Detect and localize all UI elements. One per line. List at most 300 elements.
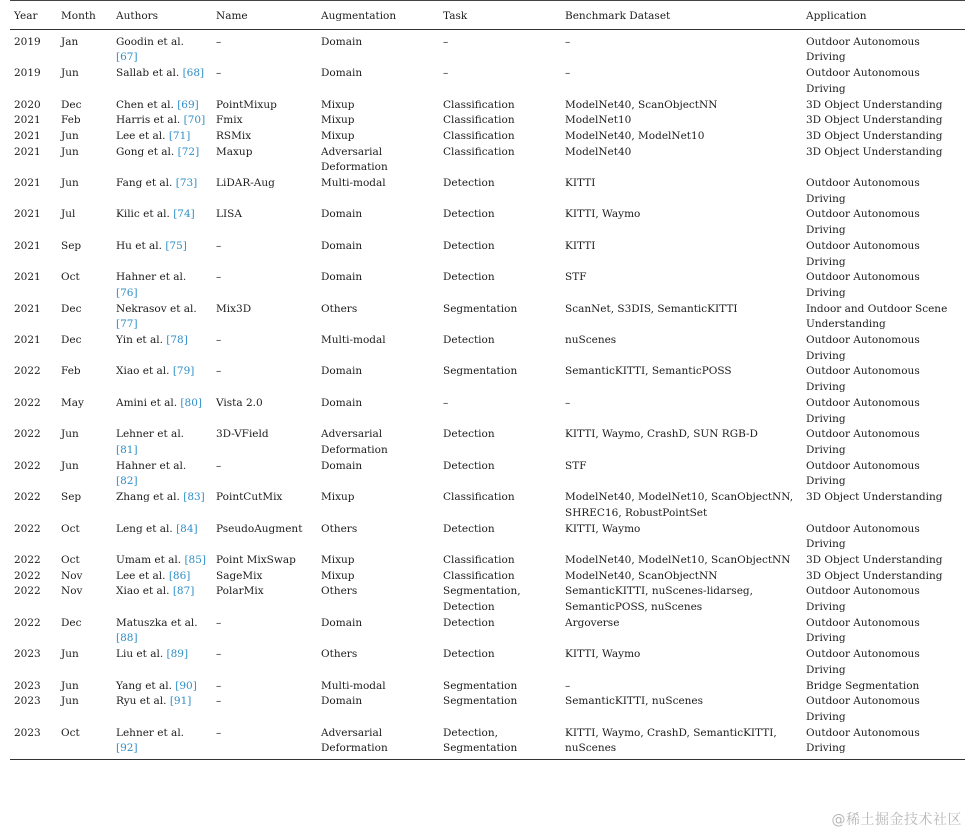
application-cell: Outdoor Autonomous Driving [806, 648, 920, 676]
author-name: Kilic et al. [116, 208, 174, 221]
augmentation-cell: Domain [321, 239, 363, 252]
year-cell: 2021 [14, 334, 41, 347]
augmentation-cell: Others [321, 585, 358, 598]
author-name: Chen et al. [116, 98, 178, 111]
table-row [10, 569, 965, 585]
table-row [10, 679, 965, 695]
application-cell: Outdoor Autonomous Driving [806, 334, 920, 362]
citation-link[interactable]: [70] [183, 114, 206, 127]
task-cell: Segmentation [443, 695, 518, 708]
name-cell: – [216, 679, 222, 692]
month-cell: Dec [61, 616, 82, 629]
citation-link[interactable]: [77] [116, 318, 138, 331]
year-cell: 2021 [14, 177, 41, 190]
authors-cell [112, 176, 212, 207]
application-cell: Indoor and Outdoor Scene Understanding [806, 302, 948, 331]
year-cell: 2022 [14, 553, 41, 566]
month-cell: Jun [61, 67, 79, 80]
citation-link[interactable]: [68] [182, 67, 205, 80]
authors-cell [112, 239, 212, 270]
citation-link[interactable]: [71] [168, 129, 191, 142]
benchmark-dataset-cell: STF [565, 459, 587, 472]
citation-link[interactable]: [88] [116, 632, 138, 645]
header-augmentation: Augmentation [317, 6, 439, 29]
augmentation-cell: Adversarial Deformation [321, 145, 388, 174]
year-cell: 2021 [14, 271, 41, 284]
authors-cell [112, 207, 212, 238]
application-cell: Outdoor Autonomous Driving [806, 208, 920, 237]
task-cell: Detection [443, 271, 495, 284]
month-cell: Oct [61, 522, 80, 535]
citation-link[interactable]: [74] [173, 208, 195, 221]
benchmark-dataset-cell: – [565, 679, 571, 692]
citation-link[interactable]: [75] [165, 239, 187, 252]
month-cell: Feb [61, 114, 81, 127]
citation-link[interactable]: [89] [166, 648, 189, 661]
table-row [10, 239, 965, 270]
task-cell: Detection [443, 522, 495, 535]
benchmark-dataset-cell: – [565, 396, 571, 409]
benchmark-dataset-cell: Argoverse [565, 616, 620, 629]
benchmark-dataset-cell: KITTI, Waymo, CrashD, SemanticKITTI, nuScenes [561, 726, 802, 760]
citation-link[interactable]: [69] [177, 98, 199, 111]
name-cell: – [216, 365, 222, 378]
year-cell: 2022 [14, 365, 41, 378]
task-cell: Classification [443, 98, 515, 111]
month-cell: Oct [57, 726, 112, 760]
month-cell: Jul [61, 208, 76, 221]
name-cell: PointCutMix [216, 491, 283, 504]
benchmark-dataset-cell: ModelNet40, ScanObjectNN [565, 98, 718, 111]
application-cell: Outdoor Autonomous Driving [806, 67, 920, 95]
authors-cell [112, 584, 212, 615]
author-name: Gong et al. [116, 145, 178, 158]
table-row [10, 726, 965, 760]
header-authors: Authors [112, 6, 212, 29]
citation-link[interactable]: [81] [116, 443, 138, 456]
authors-cell [112, 364, 212, 395]
month-cell: Dec [61, 334, 82, 347]
benchmark-dataset-cell: SemanticKITTI, SemanticPOSS [565, 365, 732, 378]
augmentation-cell: Others [321, 648, 358, 661]
table-row [10, 207, 965, 238]
name-cell: Vista 2.0 [216, 396, 263, 409]
table-header [10, 6, 965, 29]
benchmark-dataset-cell: KITTI, Waymo [565, 208, 641, 221]
table-row [10, 176, 965, 207]
augmentation-cell: Others [321, 522, 358, 535]
name-cell: – [216, 459, 222, 472]
month-cell: Jun [61, 129, 79, 142]
author-name: Amini et al. [116, 396, 181, 409]
header-name: Name [212, 6, 317, 29]
task-cell: – [443, 67, 449, 80]
year-cell: 2023 [14, 679, 41, 692]
author-name: Zhang et al. [116, 491, 184, 504]
month-cell: Sep [61, 491, 82, 504]
year-cell: 2021 [14, 145, 41, 158]
name-cell: – [216, 334, 222, 347]
authors-cell [112, 129, 212, 145]
citation-link[interactable]: [82] [116, 475, 138, 488]
name-cell: – [216, 35, 222, 48]
name-cell: RSMix [216, 129, 252, 142]
table-row [10, 333, 965, 364]
citation-link[interactable]: [79] [172, 365, 195, 378]
author-name: Leng et al. [116, 522, 177, 535]
author-name: Hahner et al. [116, 459, 187, 472]
authors-cell [112, 302, 212, 333]
benchmark-dataset-cell: ModelNet40, ModelNet10, ScanObjectNN [565, 553, 791, 566]
author-name: Sallab et al. [116, 67, 183, 80]
month-cell: Jun [61, 695, 79, 708]
author-name: Lee et al. [116, 129, 169, 142]
year-cell: 2022 [14, 585, 41, 598]
month-cell: Jun [61, 459, 79, 472]
task-cell: Segmentation [443, 365, 518, 378]
author-name: Goodin et al. [116, 35, 184, 48]
application-cell: Outdoor Autonomous Driving [806, 428, 920, 456]
name-cell: Mix3D [216, 302, 252, 315]
name-cell: – [216, 271, 222, 284]
author-name: Lehner et al. [116, 428, 185, 441]
task-cell: Detection [443, 648, 495, 661]
benchmark-dataset-cell: SemanticKITTI, nuScenes [565, 695, 704, 708]
task-cell: Classification [443, 114, 515, 127]
augmentation-cell: Domain [321, 67, 363, 80]
task-cell: Detection [443, 208, 495, 221]
month-cell: Nov [61, 569, 83, 582]
citation-link[interactable]: [91] [169, 695, 192, 708]
task-cell: Detection, Segmentation [439, 726, 561, 760]
authors-cell [112, 553, 212, 569]
name-cell: LiDAR-Aug [216, 177, 275, 190]
application-cell: 3D Object Understanding [806, 98, 943, 111]
task-cell: Classification [443, 553, 515, 566]
author-name: Nekrasov et al. [116, 302, 197, 315]
benchmark-dataset-cell: STF [565, 271, 587, 284]
author-name: Xiao et al. [116, 585, 173, 598]
table-row [10, 396, 965, 427]
name-cell: – [216, 648, 222, 661]
citation-link[interactable]: [86] [168, 569, 191, 582]
name-cell: Fmix [216, 114, 243, 127]
citation-link[interactable]: [85] [184, 553, 206, 566]
application-cell: Outdoor Autonomous Driving [806, 35, 920, 64]
authors-cell [112, 522, 212, 553]
task-cell: Detection [443, 334, 495, 347]
authors-cell [112, 113, 212, 129]
author-name: Xiao et al. [116, 365, 173, 378]
table-row [10, 113, 965, 129]
application-cell: Bridge Segmentation [806, 679, 920, 692]
augmentation-cell: Multi-modal [321, 679, 386, 692]
benchmark-dataset-cell: SemanticKITTI, nuScenes-lidarseg, SemanticPOSS, nuScenes [565, 585, 753, 614]
year-cell: 2022 [14, 616, 41, 629]
month-cell: Jun [61, 177, 79, 190]
table-row [10, 364, 965, 395]
citation-link[interactable]: [80] [180, 396, 202, 409]
augmentation-cell: Mixup [321, 114, 355, 127]
authors-cell [112, 726, 212, 760]
authors-cell [112, 333, 212, 364]
authors-cell [112, 616, 212, 647]
authors-cell [112, 459, 212, 490]
month-cell: May [61, 396, 84, 409]
augmentation-cell: Domain [321, 271, 363, 284]
year-cell: 2023 [10, 726, 57, 760]
author-name: Hu et al. [116, 239, 166, 252]
task-cell: Classification [443, 569, 515, 582]
task-cell: Detection [443, 239, 495, 252]
name-cell: – [216, 67, 222, 80]
month-cell: Jun [61, 648, 79, 661]
table-row [10, 66, 965, 97]
task-cell: Segmentation [443, 679, 518, 692]
author-name: Lehner et al. [116, 726, 185, 739]
augmentation-cell: Mixup [321, 129, 355, 142]
augmentation-cell: Mixup [321, 98, 355, 111]
table-row [10, 616, 965, 647]
citation-link[interactable]: [78] [166, 334, 188, 347]
authors-cell [112, 98, 212, 114]
year-cell: 2020 [14, 98, 41, 111]
authors-cell [112, 396, 212, 427]
header-task: Task [439, 6, 561, 29]
application-cell: Outdoor Autonomous Driving [806, 459, 920, 488]
year-cell: 2021 [14, 208, 41, 221]
authors-cell [112, 490, 212, 521]
name-cell: 3D-VField [216, 428, 269, 441]
benchmark-dataset-cell: ModelNet40 [565, 145, 632, 158]
task-cell: Detection [443, 459, 495, 472]
benchmark-dataset-cell: KITTI, Waymo [565, 522, 641, 535]
augmentation-cell: Domain [321, 365, 363, 378]
augmentation-cell: Adversarial Deformation [321, 428, 388, 456]
header-year: Year [10, 6, 57, 29]
table-body [10, 29, 965, 759]
application-cell: Outdoor Autonomous Driving [806, 239, 920, 268]
augmentation-cell: Multi-modal [321, 334, 386, 347]
name-cell: SageMix [216, 569, 263, 582]
author-name: Matuszka et al. [116, 616, 198, 629]
application-cell: Outdoor Autonomous Driving [802, 726, 965, 760]
benchmark-dataset-cell: ModelNet40, ModelNet10, ScanObjectNN, SHREC16, RobustPointSet [565, 491, 794, 519]
authors-cell [112, 29, 212, 66]
table-row [10, 427, 965, 458]
year-cell: 2023 [14, 695, 41, 708]
task-cell: Segmentation, Detection [443, 585, 521, 614]
year-cell: 2021 [14, 129, 41, 142]
table-row [10, 29, 965, 66]
task-cell: – [443, 35, 449, 48]
augmentation-cell: Others [321, 302, 358, 315]
benchmark-dataset-cell: – [565, 67, 571, 80]
application-cell: 3D Object Understanding [806, 553, 943, 566]
year-cell: 2022 [14, 428, 41, 441]
month-cell: Feb [61, 365, 81, 378]
month-cell: Jan [61, 35, 79, 48]
author-name: Lee et al. [116, 569, 169, 582]
citation-link[interactable]: [90] [175, 679, 197, 692]
citation-link[interactable]: [84] [176, 522, 198, 535]
application-cell: 3D Object Understanding [806, 145, 943, 158]
citation-link[interactable]: [76] [116, 286, 138, 299]
application-cell: Outdoor Autonomous Driving [806, 585, 920, 614]
task-cell: Classification [443, 129, 515, 142]
benchmark-dataset-cell: nuScenes [565, 334, 617, 347]
table-row [10, 129, 965, 145]
month-cell: Dec [61, 302, 82, 315]
top-rule [10, 0, 965, 1]
name-cell: – [216, 616, 222, 629]
name-cell: PolarMix [216, 585, 264, 598]
table-row [10, 694, 965, 725]
citation-link[interactable]: [83] [183, 491, 205, 504]
month-cell: Oct [61, 271, 80, 284]
application-cell: 3D Object Understanding [806, 114, 943, 127]
header-month: Month [57, 6, 112, 29]
month-cell: Jun [61, 145, 79, 158]
task-cell: Classification [443, 145, 515, 158]
year-cell: 2021 [14, 239, 41, 252]
benchmark-dataset-cell: KITTI, Waymo [565, 648, 641, 661]
table-row [10, 490, 965, 521]
citation-link[interactable]: [67] [116, 51, 138, 64]
name-cell: Maxup [216, 145, 253, 158]
augmentation-cell: Domain [321, 208, 363, 221]
authors-cell [112, 694, 212, 725]
benchmark-dataset-cell: ScanNet, S3DIS, SemanticKITTI [565, 302, 738, 315]
name-cell: – [216, 695, 222, 708]
year-cell: 2023 [14, 648, 41, 661]
citation-link[interactable]: [72] [177, 145, 200, 158]
year-cell: 2022 [14, 569, 41, 582]
year-cell: 2022 [14, 396, 41, 409]
application-cell: 3D Object Understanding [806, 491, 943, 504]
benchmark-dataset-cell: ModelNet40, ScanObjectNN [565, 569, 718, 582]
table-row [10, 584, 965, 615]
month-cell: Jun [61, 679, 79, 692]
name-cell: – [216, 239, 222, 252]
augmentation-cell: Domain [321, 695, 363, 708]
application-cell: Outdoor Autonomous Driving [806, 522, 920, 551]
table-row [10, 522, 965, 553]
task-cell: – [443, 396, 449, 409]
year-cell: 2022 [14, 522, 41, 535]
application-cell: Outdoor Autonomous Driving [806, 616, 920, 645]
authors-cell [112, 66, 212, 97]
author-name: Yang et al. [116, 679, 176, 692]
header-row [10, 6, 965, 29]
authors-cell [112, 427, 212, 458]
authors-cell [112, 569, 212, 585]
augmentation-cell: Adversarial Deformation [317, 726, 439, 760]
year-cell: 2019 [14, 67, 41, 80]
author-name: Yin et al. [116, 334, 167, 347]
author-name: Liu et al. [116, 648, 167, 661]
augmentation-cell: Domain [321, 459, 363, 472]
name-cell: Point MixSwap [216, 553, 296, 566]
benchmark-dataset-cell: ModelNet10 [565, 114, 632, 127]
citation-link[interactable]: [73] [175, 177, 198, 190]
benchmark-dataset-cell: KITTI [565, 239, 596, 252]
month-cell: Sep [61, 239, 82, 252]
authors-cell [112, 679, 212, 695]
author-name: Fang et al. [116, 177, 176, 190]
table-row [10, 145, 965, 176]
benchmark-dataset-cell: – [565, 35, 571, 48]
augmentation-cell: Domain [321, 396, 363, 409]
name-cell: PseudoAugment [216, 522, 303, 535]
augmentation-cell: Mixup [321, 491, 355, 504]
application-cell: Outdoor Autonomous Driving [806, 177, 920, 205]
year-cell: 2022 [14, 491, 41, 504]
augmentation-cell: Mixup [321, 569, 355, 582]
month-cell: Jun [61, 428, 79, 441]
watermark: @稀土掘金技术社区 [831, 812, 962, 828]
table-row [10, 302, 965, 333]
benchmark-dataset-cell: KITTI [565, 177, 596, 190]
author-name: Ryu et al. [116, 695, 170, 708]
year-cell: 2021 [14, 302, 41, 315]
author-name: Umam et al. [116, 553, 185, 566]
task-cell: Detection [443, 616, 495, 629]
table-row [10, 553, 965, 569]
augmentation-cell: Domain [321, 35, 363, 48]
month-cell: Oct [61, 553, 80, 566]
task-cell: Detection [443, 177, 495, 190]
header-benchmark-dataset: Benchmark Dataset [561, 6, 802, 29]
authors-cell [112, 145, 212, 176]
benchmark-dataset-cell: KITTI, Waymo, CrashD, SUN RGB-D [565, 428, 758, 441]
month-cell: Dec [61, 98, 82, 111]
literature-table [10, 6, 965, 760]
application-cell: 3D Object Understanding [806, 569, 943, 582]
task-cell: Detection [443, 428, 495, 441]
augmentation-cell: Mixup [321, 553, 355, 566]
application-cell: Outdoor Autonomous Driving [806, 396, 920, 425]
author-name: Hahner et al. [116, 271, 187, 284]
table-row [10, 647, 965, 678]
citation-link[interactable]: [92] [116, 742, 138, 755]
author-name: Harris et al. [116, 114, 184, 127]
month-cell: Nov [61, 585, 83, 598]
year-cell: 2022 [14, 459, 41, 472]
application-cell: Outdoor Autonomous Driving [806, 271, 920, 299]
year-cell: 2019 [14, 35, 41, 48]
application-cell: Outdoor Autonomous Driving [806, 695, 920, 723]
authors-cell [112, 647, 212, 678]
augmentation-cell: Multi-modal [321, 177, 386, 190]
benchmark-dataset-cell: ModelNet40, ModelNet10 [565, 129, 705, 142]
header-application: Application [802, 6, 965, 29]
name-cell: LISA [216, 208, 242, 221]
year-cell: 2021 [14, 114, 41, 127]
name-cell: PointMixup [216, 98, 277, 111]
application-cell: Outdoor Autonomous Driving [806, 365, 920, 394]
authors-cell [112, 270, 212, 301]
augmentation-cell: Domain [321, 616, 363, 629]
table-row [10, 98, 965, 114]
table-row [10, 270, 965, 301]
name-cell: – [212, 726, 317, 760]
task-cell: Classification [443, 491, 515, 504]
application-cell: 3D Object Understanding [806, 129, 943, 142]
citation-link[interactable]: [87] [172, 585, 195, 598]
table-row [10, 459, 965, 490]
task-cell: Segmentation [443, 302, 518, 315]
